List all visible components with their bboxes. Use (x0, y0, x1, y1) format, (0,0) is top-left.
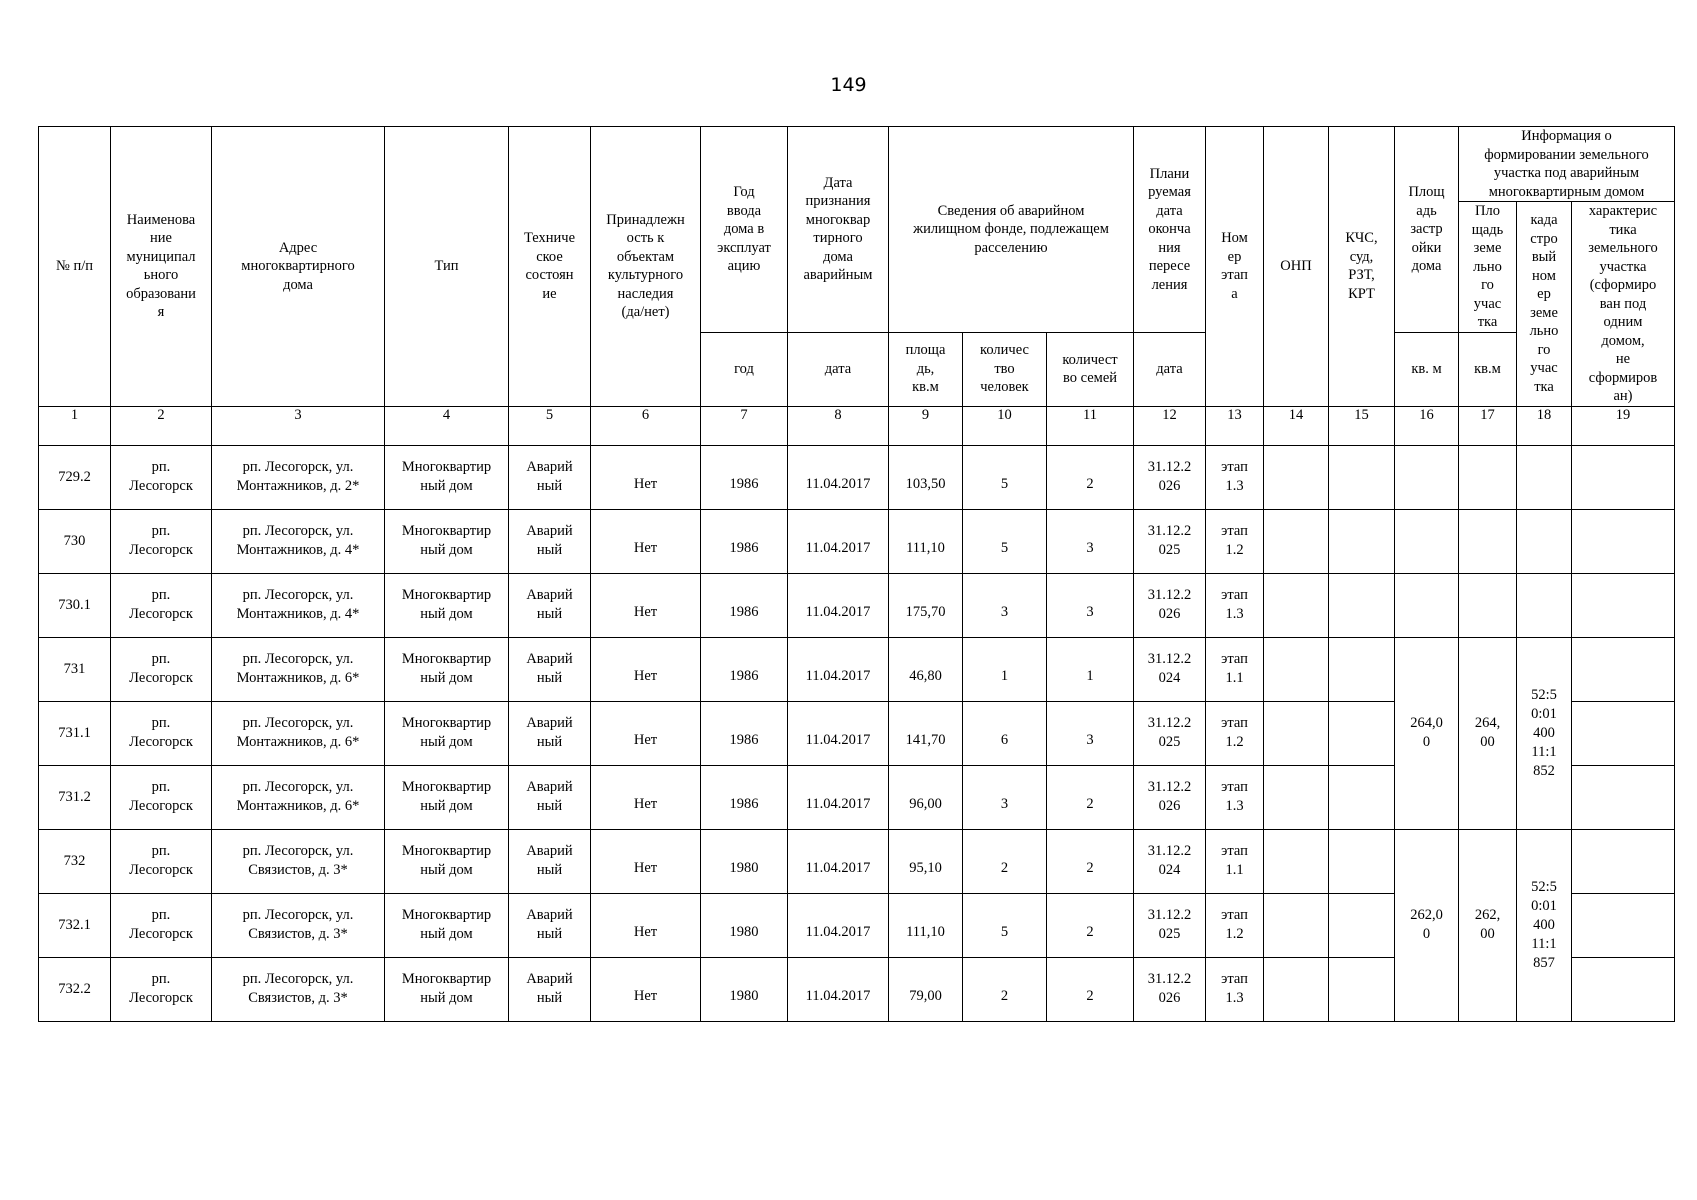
kchs-cell (1329, 509, 1395, 573)
header-building-footprint: Площ адь застр ойки дома (1395, 127, 1459, 333)
municipality-cell: рп. Лесогорск (111, 893, 212, 957)
family-count-cell: 3 (1047, 701, 1134, 765)
heritage-flag-cell: Нет (591, 765, 701, 829)
municipality-cell: рп. Лесогорск (111, 445, 212, 509)
kchs-cell (1329, 893, 1395, 957)
onp-cell (1264, 445, 1329, 509)
column-number: 12 (1134, 406, 1206, 445)
header-planned-resettlement: Плани руемая дата оконча ния пересе ления (1134, 127, 1206, 333)
row-number-cell: 731 (39, 637, 111, 701)
emergency-area-cell: 175,70 (889, 573, 963, 637)
building-footprint-cell: 264,0 0 (1395, 637, 1459, 829)
column-number: 4 (385, 406, 509, 445)
planned-date-cell: 31.12.2 026 (1134, 957, 1206, 1021)
commissioning-year-cell: 1986 (701, 701, 788, 765)
onp-cell (1264, 573, 1329, 637)
building-type-cell: Многоквартир ный дом (385, 957, 509, 1021)
stage-number-cell: этап 1.3 (1206, 445, 1264, 509)
table-header (39, 127, 1675, 446)
row-number-cell: 732 (39, 829, 111, 893)
emergency-date-cell: 11.04.2017 (788, 701, 889, 765)
stage-number-cell: этап 1.2 (1206, 701, 1264, 765)
family-count-cell: 2 (1047, 893, 1134, 957)
people-count-cell: 1 (963, 637, 1047, 701)
header-unit-date: дата (788, 332, 889, 406)
emergency-date-cell: 11.04.2017 (788, 637, 889, 701)
building-type-cell: Многоквартир ный дом (385, 509, 509, 573)
emergency-date-cell: 11.04.2017 (788, 573, 889, 637)
row-number-cell: 730 (39, 509, 111, 573)
people-count-cell: 5 (963, 445, 1047, 509)
column-number: 8 (788, 406, 889, 445)
cadastral-number-cell (1517, 573, 1572, 637)
column-number: 18 (1517, 406, 1572, 445)
technical-state-cell: Аварий ный (509, 573, 591, 637)
technical-state-cell: Аварий ный (509, 893, 591, 957)
header-kchs: КЧС, суд, РЗТ, КРТ (1329, 127, 1395, 407)
onp-cell (1264, 829, 1329, 893)
family-count-cell: 1 (1047, 637, 1134, 701)
heritage-flag-cell: Нет (591, 637, 701, 701)
people-count-cell: 5 (963, 509, 1047, 573)
table-row (39, 509, 1675, 573)
planned-date-cell: 31.12.2 026 (1134, 765, 1206, 829)
column-number: 5 (509, 406, 591, 445)
header-technical-state: Техниче ское состоян ие (509, 127, 591, 407)
family-count-cell: 2 (1047, 765, 1134, 829)
address-cell: рп. Лесогорск, ул. Монтажников, д. 6* (212, 701, 385, 765)
plot-characteristic-cell (1572, 573, 1675, 637)
commissioning-year-cell: 1980 (701, 829, 788, 893)
column-number: 2 (111, 406, 212, 445)
header-row-number: № п/п (39, 127, 111, 407)
building-type-cell: Многоквартир ный дом (385, 573, 509, 637)
heritage-flag-cell: Нет (591, 573, 701, 637)
kchs-cell (1329, 445, 1395, 509)
people-count-cell: 6 (963, 701, 1047, 765)
header-cultural-heritage: Принадлежн ость к объектам культурного наследия (да/нет) (591, 127, 701, 407)
page-number: 149 (830, 74, 867, 96)
header-plot-characteristic: характерис тика земельного участка (сформиро ван под одним домом, не сформиров ан) (1572, 202, 1675, 407)
people-count-cell: 2 (963, 957, 1047, 1021)
column-number: 3 (212, 406, 385, 445)
column-number: 17 (1459, 406, 1517, 445)
plot-characteristic-cell (1572, 765, 1675, 829)
building-footprint-cell (1395, 573, 1459, 637)
column-number: 16 (1395, 406, 1459, 445)
header-cadastral-number: када стро вый ном ер земе льно го учас тка (1517, 202, 1572, 407)
cadastral-number-cell: 52:5 0:01 400 11:1 852 (1517, 637, 1572, 829)
onp-cell (1264, 893, 1329, 957)
cadastral-number-cell: 52:5 0:01 400 11:1 857 (1517, 829, 1572, 1021)
heritage-flag-cell: Нет (591, 701, 701, 765)
kchs-cell (1329, 957, 1395, 1021)
column-number: 10 (963, 406, 1047, 445)
header-plot-area: Пло щадь земе льно го учас тка (1459, 202, 1517, 333)
family-count-cell: 2 (1047, 445, 1134, 509)
heritage-flag-cell: Нет (591, 893, 701, 957)
header-unit-year: год (701, 332, 788, 406)
onp-cell (1264, 701, 1329, 765)
emergency-date-cell: 11.04.2017 (788, 893, 889, 957)
header-stage-number: Ном ер этап а (1206, 127, 1264, 407)
stage-number-cell: этап 1.2 (1206, 893, 1264, 957)
plot-characteristic-cell (1572, 509, 1675, 573)
building-type-cell: Многоквартир ный дом (385, 701, 509, 765)
commissioning-year-cell: 1986 (701, 509, 788, 573)
people-count-cell: 3 (963, 573, 1047, 637)
plot-characteristic-cell (1572, 957, 1675, 1021)
plot-characteristic-cell (1572, 893, 1675, 957)
onp-cell (1264, 509, 1329, 573)
technical-state-cell: Аварий ный (509, 765, 591, 829)
building-type-cell: Многоквартир ный дом (385, 765, 509, 829)
header-unit-families: количест во семей (1047, 332, 1134, 406)
row-number-cell: 732.2 (39, 957, 111, 1021)
cadastral-number-cell (1517, 445, 1572, 509)
emergency-area-cell: 79,00 (889, 957, 963, 1021)
header-municipality: Наименова ние муниципал ьного образовани я (111, 127, 212, 407)
people-count-cell: 5 (963, 893, 1047, 957)
plot-area-cell: 262, 00 (1459, 829, 1517, 1021)
stage-number-cell: этап 1.3 (1206, 765, 1264, 829)
stage-number-cell: этап 1.3 (1206, 957, 1264, 1021)
municipality-cell: рп. Лесогорск (111, 701, 212, 765)
municipality-cell: рп. Лесогорск (111, 957, 212, 1021)
address-cell: рп. Лесогорск, ул. Монтажников, д. 4* (212, 573, 385, 637)
plot-area-cell (1459, 445, 1517, 509)
emergency-area-cell: 46,80 (889, 637, 963, 701)
technical-state-cell: Аварий ный (509, 957, 591, 1021)
heritage-flag-cell: Нет (591, 829, 701, 893)
column-number: 19 (1572, 406, 1675, 445)
kchs-cell (1329, 701, 1395, 765)
emergency-date-cell: 11.04.2017 (788, 509, 889, 573)
kchs-cell (1329, 637, 1395, 701)
column-number: 11 (1047, 406, 1134, 445)
technical-state-cell: Аварий ный (509, 509, 591, 573)
municipality-cell: рп. Лесогорск (111, 829, 212, 893)
planned-date-cell: 31.12.2 024 (1134, 637, 1206, 701)
commissioning-year-cell: 1986 (701, 573, 788, 637)
building-type-cell: Многоквартир ный дом (385, 445, 509, 509)
technical-state-cell: Аварий ный (509, 445, 591, 509)
column-number-row (39, 406, 1675, 445)
planned-date-cell: 31.12.2 026 (1134, 573, 1206, 637)
emergency-area-cell: 111,10 (889, 509, 963, 573)
address-cell: рп. Лесогорск, ул. Связистов, д. 3* (212, 829, 385, 893)
emergency-area-cell: 95,10 (889, 829, 963, 893)
column-number: 14 (1264, 406, 1329, 445)
technical-state-cell: Аварий ный (509, 701, 591, 765)
address-cell: рп. Лесогорск, ул. Монтажников, д. 6* (212, 765, 385, 829)
table-body (39, 445, 1675, 1021)
building-type-cell: Многоквартир ный дом (385, 893, 509, 957)
address-cell: рп. Лесогорск, ул. Связистов, д. 3* (212, 957, 385, 1021)
building-footprint-cell: 262,0 0 (1395, 829, 1459, 1021)
emergency-date-cell: 11.04.2017 (788, 957, 889, 1021)
municipality-cell: рп. Лесогорск (111, 573, 212, 637)
building-footprint-cell (1395, 509, 1459, 573)
kchs-cell (1329, 765, 1395, 829)
column-number: 13 (1206, 406, 1264, 445)
column-number: 1 (39, 406, 111, 445)
address-cell: рп. Лесогорск, ул. Монтажников, д. 4* (212, 509, 385, 573)
family-count-cell: 3 (1047, 509, 1134, 573)
municipality-cell: рп. Лесогорск (111, 637, 212, 701)
row-number-cell: 729.2 (39, 445, 111, 509)
plot-area-cell (1459, 509, 1517, 573)
technical-state-cell: Аварий ный (509, 829, 591, 893)
emergency-area-cell: 111,10 (889, 893, 963, 957)
cadastral-number-cell (1517, 509, 1572, 573)
commissioning-year-cell: 1980 (701, 957, 788, 1021)
onp-cell (1264, 957, 1329, 1021)
column-number: 7 (701, 406, 788, 445)
commissioning-year-cell: 1986 (701, 765, 788, 829)
kchs-cell (1329, 829, 1395, 893)
planned-date-cell: 31.12.2 025 (1134, 509, 1206, 573)
header-onp: ОНП (1264, 127, 1329, 407)
plot-characteristic-cell (1572, 829, 1675, 893)
onp-cell (1264, 637, 1329, 701)
building-footprint-cell (1395, 445, 1459, 509)
people-count-cell: 3 (963, 765, 1047, 829)
table-row (39, 573, 1675, 637)
family-count-cell: 3 (1047, 573, 1134, 637)
commissioning-year-cell: 1986 (701, 445, 788, 509)
technical-state-cell: Аварий ный (509, 637, 591, 701)
emergency-housing-table (38, 126, 1675, 1022)
planned-date-cell: 31.12.2 025 (1134, 893, 1206, 957)
plot-area-cell: 264, 00 (1459, 637, 1517, 829)
planned-date-cell: 31.12.2 025 (1134, 701, 1206, 765)
kchs-cell (1329, 573, 1395, 637)
header-unit-plot-area: кв.м (1459, 332, 1517, 406)
table-row (39, 829, 1675, 893)
municipality-cell: рп. Лесогорск (111, 509, 212, 573)
building-type-cell: Многоквартир ный дом (385, 829, 509, 893)
row-number-cell: 730.1 (39, 573, 111, 637)
family-count-cell: 2 (1047, 829, 1134, 893)
emergency-area-cell: 96,00 (889, 765, 963, 829)
onp-cell (1264, 765, 1329, 829)
emergency-area-cell: 141,70 (889, 701, 963, 765)
plot-area-cell (1459, 573, 1517, 637)
header-unit-people: количес тво человек (963, 332, 1047, 406)
row-number-cell: 731.1 (39, 701, 111, 765)
header-land-plot-group: Информация о формировании земельного участка под аварийным многоквартирным домом (1459, 127, 1675, 202)
table-row (39, 445, 1675, 509)
row-number-cell: 732.1 (39, 893, 111, 957)
row-number-cell: 731.2 (39, 765, 111, 829)
heritage-flag-cell: Нет (591, 509, 701, 573)
stage-number-cell: этап 1.1 (1206, 637, 1264, 701)
plot-characteristic-cell (1572, 445, 1675, 509)
header-unit-footprint: кв. м (1395, 332, 1459, 406)
stage-number-cell: этап 1.1 (1206, 829, 1264, 893)
address-cell: рп. Лесогорск, ул. Связистов, д. 3* (212, 893, 385, 957)
address-cell: рп. Лесогорск, ул. Монтажников, д. 6* (212, 637, 385, 701)
address-cell: рп. Лесогорск, ул. Монтажников, д. 2* (212, 445, 385, 509)
people-count-cell: 2 (963, 829, 1047, 893)
municipality-cell: рп. Лесогорск (111, 765, 212, 829)
header-unit-area: площа дь, кв.м (889, 332, 963, 406)
planned-date-cell: 31.12.2 024 (1134, 829, 1206, 893)
commissioning-year-cell: 1980 (701, 893, 788, 957)
header-address: Адрес многоквартирного дома (212, 127, 385, 407)
header-emergency-date: Дата признания многоквар тирного дома аварийным (788, 127, 889, 333)
stage-number-cell: этап 1.2 (1206, 509, 1264, 573)
header-unit-plan-date: дата (1134, 332, 1206, 406)
planned-date-cell: 31.12.2 026 (1134, 445, 1206, 509)
column-number: 6 (591, 406, 701, 445)
stage-number-cell: этап 1.3 (1206, 573, 1264, 637)
column-number: 9 (889, 406, 963, 445)
header-type: Тип (385, 127, 509, 407)
commissioning-year-cell: 1986 (701, 637, 788, 701)
plot-characteristic-cell (1572, 637, 1675, 701)
column-number: 15 (1329, 406, 1395, 445)
header-emergency-fund-group: Сведения об аварийном жилищном фонде, подлежащем расселению (889, 127, 1134, 333)
heritage-flag-cell: Нет (591, 445, 701, 509)
emergency-date-cell: 11.04.2017 (788, 829, 889, 893)
header-commissioning-year: Год ввода дома в эксплуат ацию (701, 127, 788, 333)
emergency-date-cell: 11.04.2017 (788, 445, 889, 509)
emergency-area-cell: 103,50 (889, 445, 963, 509)
heritage-flag-cell: Нет (591, 957, 701, 1021)
family-count-cell: 2 (1047, 957, 1134, 1021)
table-row (39, 637, 1675, 701)
building-type-cell: Многоквартир ный дом (385, 637, 509, 701)
emergency-date-cell: 11.04.2017 (788, 765, 889, 829)
plot-characteristic-cell (1572, 701, 1675, 765)
